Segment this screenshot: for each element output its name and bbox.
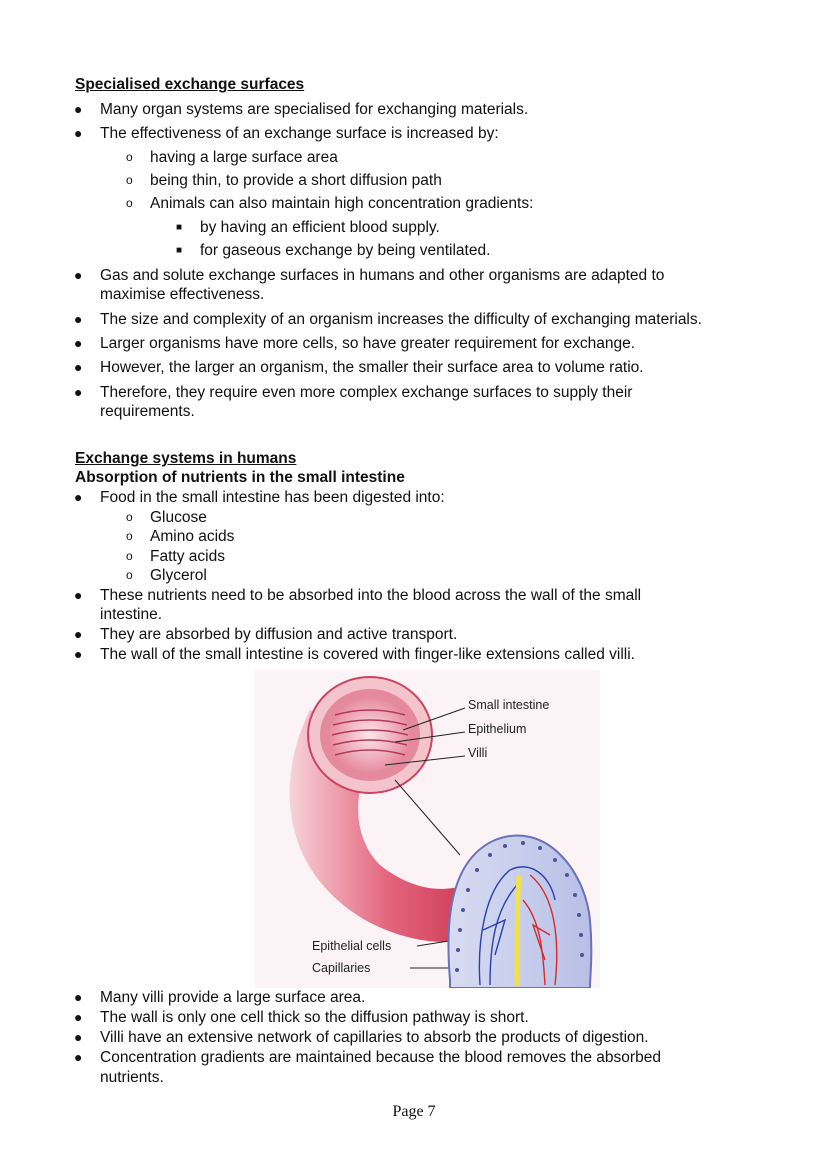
bullet-marker: ● <box>74 626 83 642</box>
bullet-item: ● The effectiveness of an exchange surface is increased by: <box>74 125 499 142</box>
bullet-continuation: nutrients. <box>100 1069 164 1086</box>
heading-exchange-systems-in-humans: Exchange systems in humans <box>75 450 297 467</box>
square-marker: ■ <box>176 222 183 233</box>
bullet-marker: ● <box>74 384 83 400</box>
bullet-continuation: intestine. <box>100 606 163 623</box>
label-small-intestine: Small intestine <box>468 698 550 712</box>
label-capillaries: Capillaries <box>312 961 371 975</box>
circle-marker: o <box>126 196 133 210</box>
lacteal <box>517 875 519 985</box>
label-epithelium: Epithelium <box>468 722 527 736</box>
intestine-lumen <box>330 698 410 772</box>
small-intestine-illustration <box>255 670 600 988</box>
bullet-marker: ● <box>74 489 83 505</box>
bullet-marker: ● <box>74 1049 83 1065</box>
bullet-item: ● Larger organisms have more cells, so have greater requirement for exchange. <box>74 335 636 352</box>
bullet-item: ● Gas and solute exchange surfaces in humans and other organisms are adapted to <box>74 267 665 284</box>
bullet-marker: ● <box>74 587 83 603</box>
bullet-marker: ● <box>74 267 83 283</box>
bullet-item: ● Many organ systems are specialised for exchanging materials. <box>74 101 529 118</box>
label-epithelial-cells: Epithelial cells <box>312 939 392 953</box>
square-marker: ■ <box>176 245 183 256</box>
circle-marker: o <box>126 549 133 563</box>
bullet-marker: ● <box>74 646 83 662</box>
bullet-item: ● Therefore, they require even more complex exchange surfaces to supply their <box>74 384 633 401</box>
bullet-continuation: requirements. <box>100 403 195 420</box>
sub-bullet-item: o being thin, to provide a short diffusion path <box>126 172 442 189</box>
circle-marker: o <box>126 529 133 543</box>
bullet-marker: ● <box>74 359 83 375</box>
bullet-marker: ● <box>74 335 83 351</box>
bullet-marker: ● <box>74 1029 83 1045</box>
circle-marker: o <box>126 568 133 582</box>
sub-bullet-item: o Amino acids <box>126 528 235 545</box>
subheading-absorption-of-nutrients: Absorption of nutrients in the small intestine <box>75 469 405 486</box>
sub-sub-bullet-item: ■ for gaseous exchange by being ventilated. <box>176 242 491 259</box>
bullet-marker: ● <box>74 989 83 1005</box>
sub-bullet-item: o having a large surface area <box>126 149 338 166</box>
sub-bullet-item: o Glycerol <box>126 567 207 584</box>
bullet-item: ● Concentration gradients are maintained because the blood removes the absorbed <box>74 1049 661 1066</box>
bullet-item: ● Food in the small intestine has been digested into: <box>74 489 445 506</box>
bullet-item: ● Many villi provide a large surface area. <box>74 989 366 1006</box>
circle-marker: o <box>126 510 133 524</box>
bullet-item: ● The size and complexity of an organism increases the difficulty of exchanging materials. <box>74 311 702 328</box>
bullet-continuation: maximise effectiveness. <box>100 286 265 303</box>
bullet-marker: ● <box>74 311 83 327</box>
bullet-item: ● However, the larger an organism, the smaller their surface area to volume ratio. <box>74 359 644 376</box>
bullet-item: ● They are absorbed by diffusion and active transport. <box>74 626 458 643</box>
bullet-item: ● The wall is only one cell thick so the diffusion pathway is short. <box>74 1009 529 1026</box>
bullet-marker: ● <box>74 1009 83 1025</box>
bullet-item: ● These nutrients need to be absorbed into the blood across the wall of the small <box>74 587 642 604</box>
circle-marker: o <box>126 173 133 187</box>
bullet-marker: ● <box>74 101 83 117</box>
sub-bullet-item: o Fatty acids <box>126 548 225 565</box>
sub-bullet-item: o Glucose <box>126 509 207 526</box>
bullet-item: ● Villi have an extensive network of capillaries to absorb the products of digestion. <box>74 1029 649 1046</box>
heading-specialised-exchange-surfaces: Specialised exchange surfaces <box>75 76 305 93</box>
sub-sub-bullet-item: ■ by having an efficient blood supply. <box>176 219 440 236</box>
page-number: Page 7 <box>392 1103 436 1120</box>
bullet-marker: ● <box>74 125 83 141</box>
bullet-item: ● The wall of the small intestine is covered with finger-like extensions called villi. <box>74 646 635 663</box>
sub-bullet-item: o Animals can also maintain high concentration gradients: <box>126 195 534 212</box>
circle-marker: o <box>126 150 133 164</box>
label-villi: Villi <box>468 746 488 760</box>
